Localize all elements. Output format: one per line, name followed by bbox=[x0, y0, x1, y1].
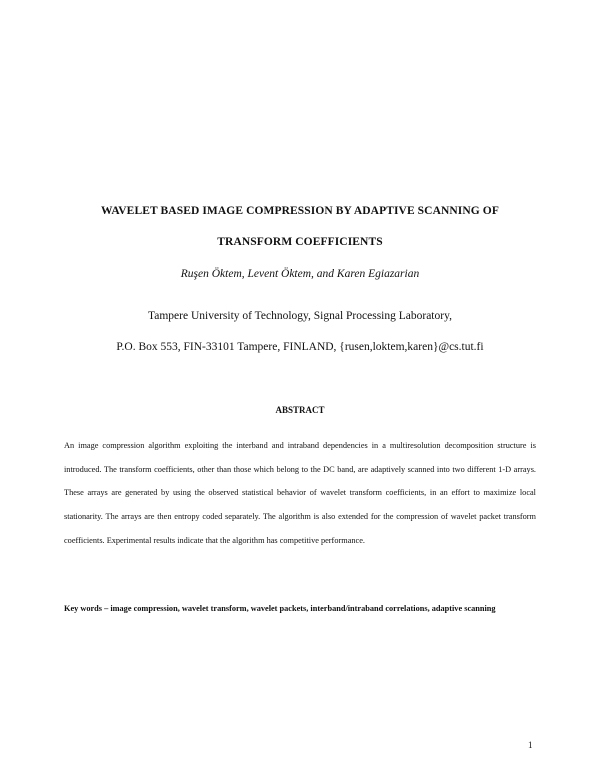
page-number: 1 bbox=[528, 740, 533, 750]
paper-title-line-1: WAVELET BASED IMAGE COMPRESSION BY ADAPTIVE SCANNING OF bbox=[101, 205, 499, 217]
author-list: Ruşen Öktem, Levent Öktem, and Karen Egiazarian bbox=[180, 268, 420, 280]
abstract-text: An image compression algorithm exploiting the interband and intraband dependencies in a multiresolution decomposition structure is introduced. The transform coefficients, other than those which belong to the DC band, are adaptively scanned into two different 1-D arrays. These arrays are generated by using the observed statistical behavior of wavelet transform coefficients, in an effort to maximize local stationarity. The arrays are then entropy coded separately. The algorithm is also extended for the compression of wavelet packet transform coefficients. Experimental results indicate that the algorithm has competitive performance. bbox=[64, 441, 536, 545]
keywords-text: Key words – image compression, wavelet transform, wavelet packets, interband/intraband correlations, adaptive scanning bbox=[64, 604, 496, 613]
paper-title-line-2: TRANSFORM COEFFICIENTS bbox=[217, 236, 383, 248]
affiliation-line-1: Tampere University of Technology, Signal Processing Laboratory, bbox=[148, 310, 452, 322]
abstract-heading: ABSTRACT bbox=[275, 405, 325, 415]
affiliation-line-2: P.O. Box 553, FIN-33101 Tampere, FINLAND, {rusen,loktem,karen}@cs.tut.fi bbox=[116, 341, 484, 353]
